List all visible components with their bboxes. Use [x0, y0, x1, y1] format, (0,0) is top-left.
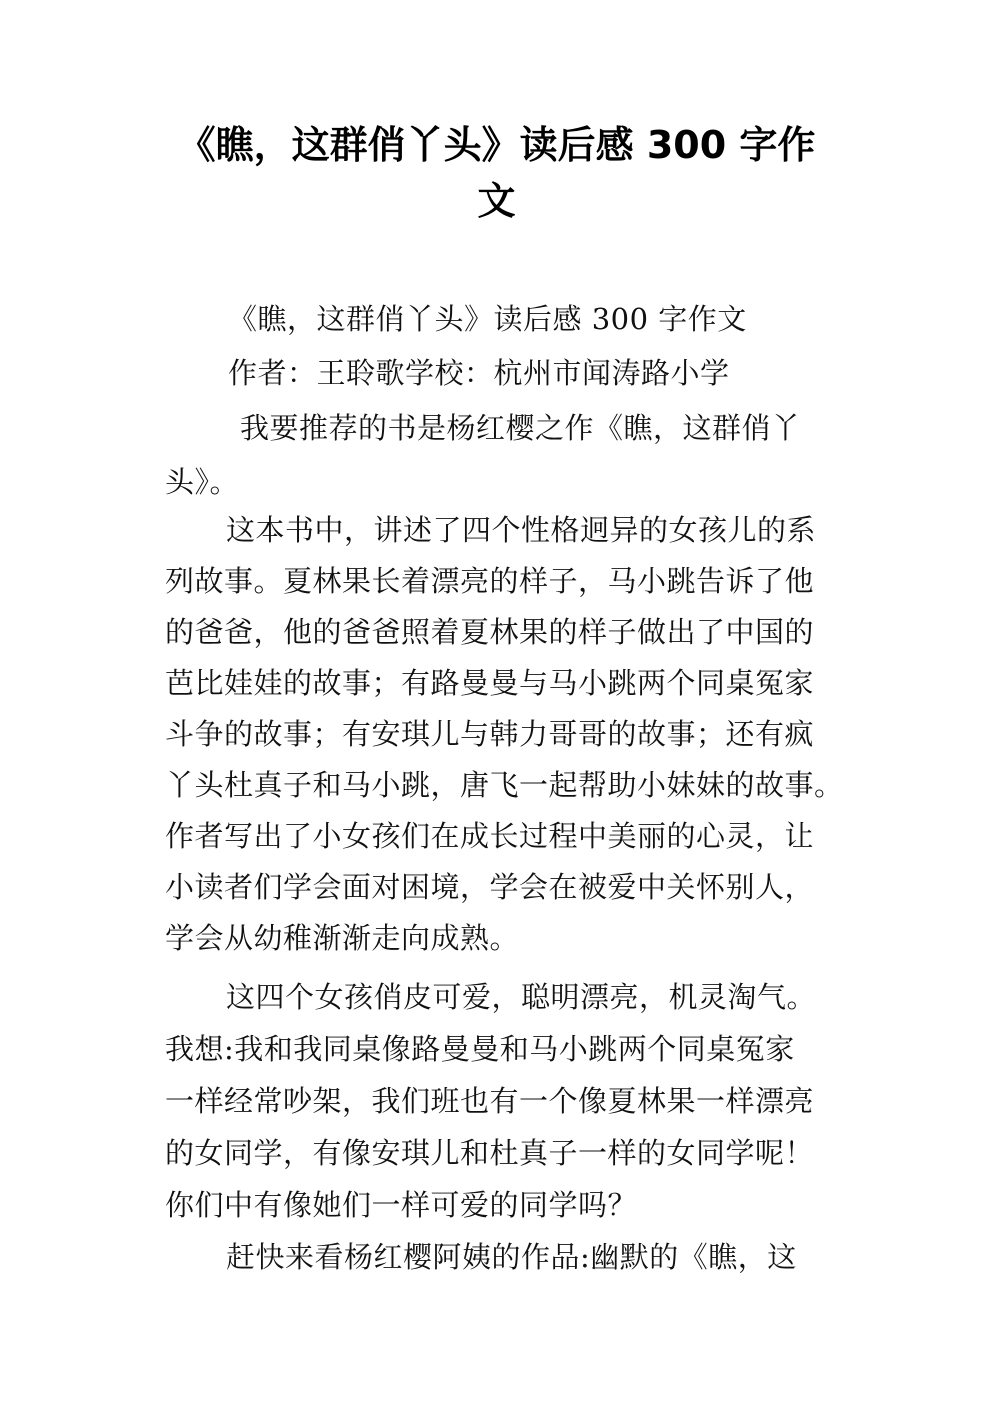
document-title-line-1: 《瞧，这群俏丫头》读后感 300 字作 — [177, 123, 816, 167]
paragraph-1-line-1: 我要推荐的书是杨红樱之作《瞧，这群俏丫 — [240, 411, 801, 445]
paragraph-2-line-6: 丫头杜真子和马小跳，唐飞一起帮助小妹妹的故事。 — [165, 768, 844, 802]
paragraph-2-line-5: 斗争的故事；有安琪儿与韩力哥哥的故事；还有疯 — [165, 717, 815, 751]
paragraph-3-line-2: 我想:我和我同桌像路曼曼和马小跳两个同桌冤家 — [165, 1032, 795, 1066]
author-line: 作者：王聆歌学校：杭州市闻涛路小学 — [228, 356, 730, 390]
paragraph-2-line-4: 芭比娃娃的故事；有路曼曼与马小跳两个同桌冤家 — [165, 666, 815, 700]
paragraph-2-line-2: 列故事。夏林果长着漂亮的样子，马小跳告诉了他 — [165, 564, 815, 598]
paragraph-2-line-8: 小读者们学会面对困境，学会在被爱中关怀别人， — [165, 870, 815, 904]
paragraph-3-line-1: 这四个女孩俏皮可爱，聪明漂亮，机灵淘气。 — [226, 980, 817, 1014]
paragraph-3-line-3: 一样经常吵架，我们班也有一个像夏林果一样漂亮 — [165, 1084, 815, 1118]
document-title-line-2: 文 — [477, 179, 516, 223]
paragraph-2-line-3: 的爸爸，他的爸爸照着夏林果的样子做出了中国的 — [165, 615, 815, 649]
paragraph-2-line-9: 学会从幼稚渐渐走向成熟。 — [165, 921, 520, 955]
paragraph-4-line-1: 赶快来看杨红樱阿姨的作品:幽默的《瞧，这 — [226, 1240, 797, 1274]
paragraph-2-line-1: 这本书中，讲述了四个性格迥异的女孩儿的系 — [226, 513, 817, 547]
paragraph-2-line-7: 作者写出了小女孩们在成长过程中美丽的心灵，让 — [165, 819, 815, 853]
paragraph-3-line-5: 你们中有像她们一样可爱的同学吗？ — [165, 1188, 638, 1222]
paragraph-1-line-2: 头》。 — [165, 465, 240, 499]
subtitle: 《瞧，这群俏丫头》读后感 300 字作文 — [228, 302, 747, 336]
paragraph-3-line-4: 的女同学，有像安琪儿和杜真子一样的女同学呢！ — [165, 1136, 815, 1170]
